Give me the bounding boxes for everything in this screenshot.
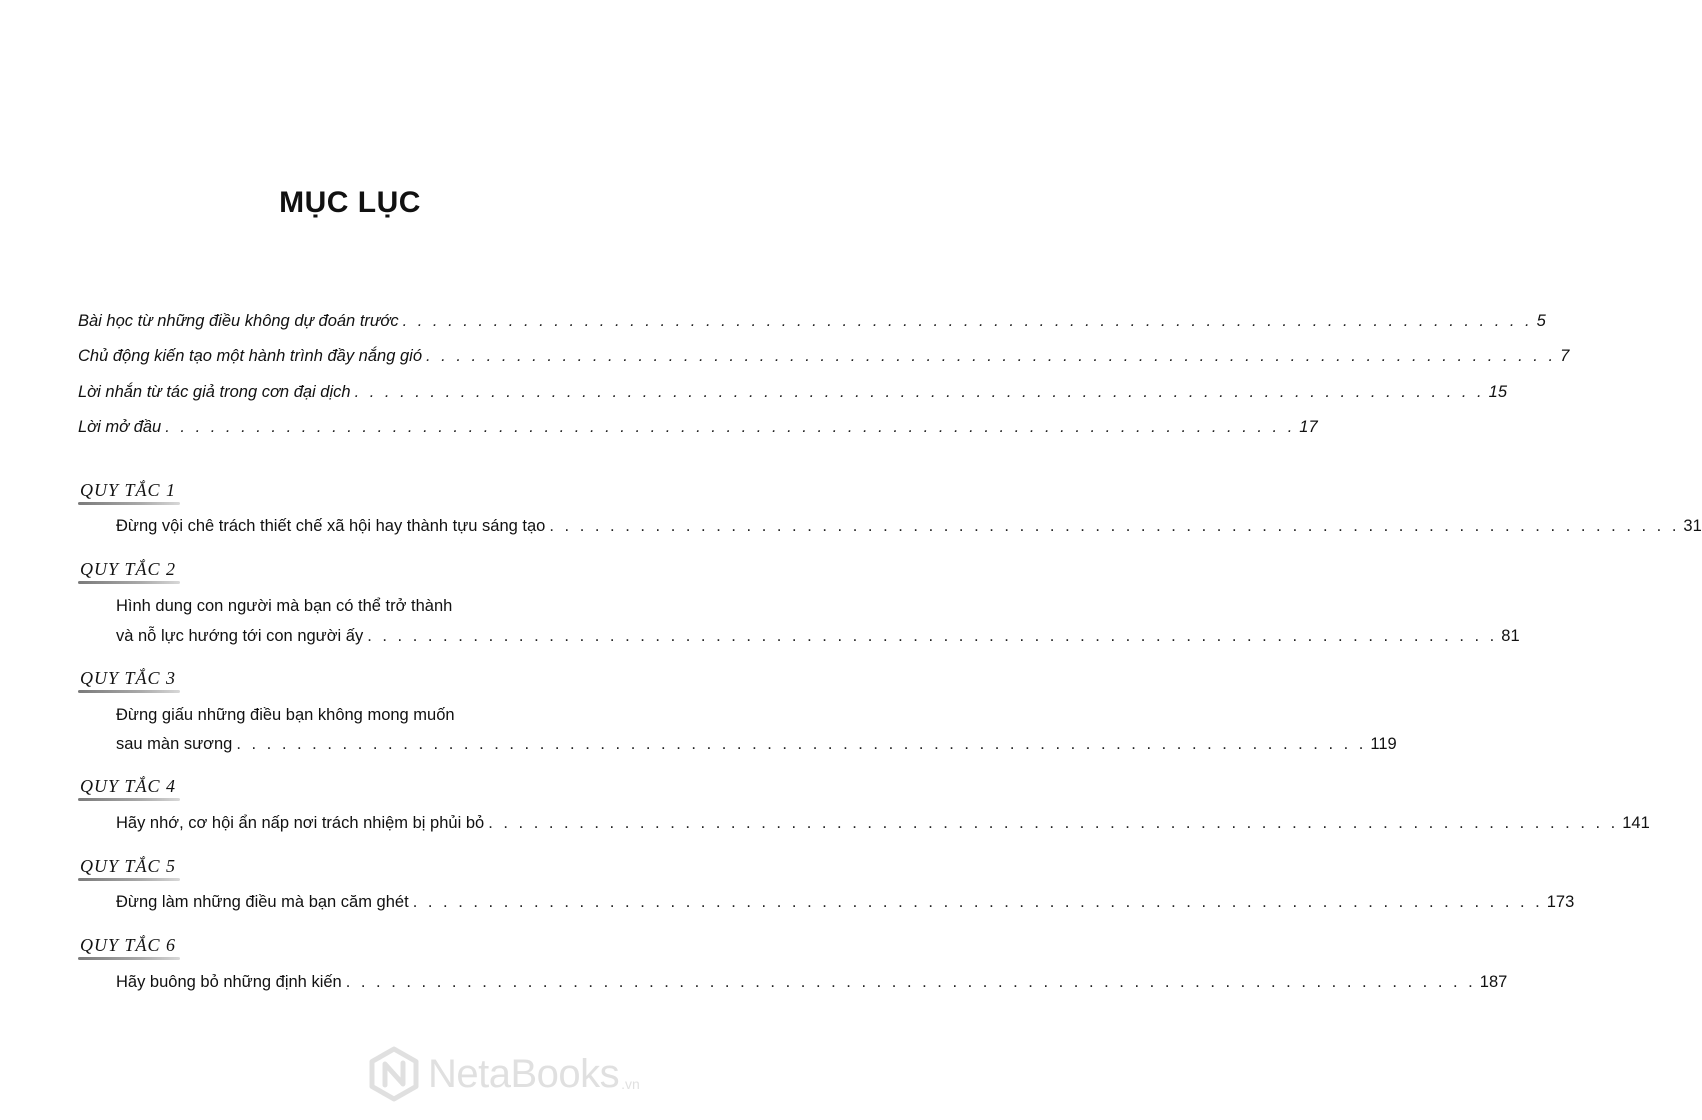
dot-leader: . . . . . . . . . . . . . . . . . . . . . . . . . . . . . . . . . . . . . . . . . . . . . . . . . . . . . . . . . . . . . . . . . . . . . . . . . . . [354, 383, 1485, 401]
rule-heading-underline [78, 798, 180, 801]
toc-entry-rule-3-line1: Đừng giấu những điều bạn không mong muốn [116, 706, 455, 724]
toc-entry-label: Hãy nhớ, cơ hội ẩn nấp nơi trách nhiệm bị phủi bỏ [116, 814, 485, 832]
n-hexagon-logo-icon [366, 1046, 422, 1102]
rule-heading-text: QUY TẮC 2 [80, 559, 177, 579]
toc-entry-intro-1 [78, 310, 1546, 332]
toc-page-number: 119 [1370, 735, 1397, 753]
toc-entry-label: và nỗ lực hướng tới con người ấy [116, 627, 364, 645]
toc-page-number: 141 [1622, 814, 1650, 832]
toc-page-number: 7 [1560, 347, 1570, 365]
netabooks-watermark [366, 1046, 700, 1102]
page-title: MỤC LỤC [279, 186, 421, 219]
dot-leader: . . . . . . . . . . . . . . . . . . . . . . . . . . . . . . . . . . . . . . . . . . . . . . . . . . . . . . . . . . . . . . . . . . . . . . . . . . . [165, 418, 1296, 436]
toc-page-number: 173 [1546, 893, 1575, 911]
toc-page-number: 31 [1683, 517, 1702, 535]
rule-heading-2 [78, 559, 180, 584]
toc-entry-label: Hãy buông bỏ những định kiến [116, 973, 342, 991]
toc-entry-rule-3 [116, 733, 1397, 755]
dot-leader: . . . . . . . . . . . . . . . . . . . . . . . . . . . . . . . . . . . . . . . . . . . . . . . . . . . . . . . . . . . . . . . . . . . . . . . . . . . [236, 735, 1367, 753]
toc-entry-rule-5 [116, 891, 1575, 913]
rule-heading-underline [78, 502, 180, 505]
toc-entry-rule-6 [116, 971, 1508, 993]
dot-leader: . . . . . . . . . . . . . . . . . . . . . . . . . . . . . . . . . . . . . . . . . . . . . . . . . . . . . . . . . . . . . . . . . . . . . . . . . . . [402, 312, 1533, 330]
rule-heading-text: QUY TẮC 1 [80, 480, 177, 500]
rule-heading-text: QUY TẮC 6 [80, 935, 177, 955]
dot-leader: . . . . . . . . . . . . . . . . . . . . . . . . . . . . . . . . . . . . . . . . . . . . . . . . . . . . . . . . . . . . . . . . . . . . . . . . . . . [367, 627, 1498, 645]
toc-page-number: 81 [1501, 627, 1520, 645]
toc-entry-rule-4 [116, 812, 1650, 834]
toc-page-number: 17 [1299, 418, 1318, 436]
dot-leader: . . . . . . . . . . . . . . . . . . . . . . . . . . . . . . . . . . . . . . . . . . . . . . . . . . . . . . . . . . . . . . . . . . . . . . . . . . . [426, 347, 1557, 365]
rule-heading-text: QUY TẮC 5 [80, 856, 177, 876]
rule-heading-underline [78, 690, 180, 693]
toc-entry-rule-2 [116, 625, 1520, 647]
rule-heading-text: QUY TẮC 3 [80, 668, 177, 688]
dot-leader: . . . . . . . . . . . . . . . . . . . . . . . . . . . . . . . . . . . . . . . . . . . . . . . . . . . . . . . . . . . . . . . . . . . . . . . . . . . [549, 517, 1680, 535]
toc-entry-intro-4 [78, 416, 1318, 438]
toc-entry-label: Lời mở đầu [78, 418, 162, 436]
toc-page-number: 15 [1488, 383, 1507, 401]
toc-entry-label: Đừng làm những điều mà bạn căm ghét [116, 893, 409, 911]
dot-leader: . . . . . . . . . . . . . . . . . . . . . . . . . . . . . . . . . . . . . . . . . . . . . . . . . . . . . . . . . . . . . . . . . . . . . . . . . . . [412, 893, 1543, 911]
rule-heading-5 [78, 856, 180, 881]
rule-heading-6 [78, 935, 180, 960]
rule-heading-1 [78, 480, 180, 505]
toc-entry-intro-3 [78, 381, 1507, 403]
toc-entry-intro-2 [78, 345, 1570, 367]
rule-heading-4 [78, 776, 180, 801]
toc-entry-label: Chủ động kiến tạo một hành trình đầy nắng gió [78, 347, 422, 365]
toc-entry-label: sau màn sương [116, 735, 233, 753]
rule-heading-text: QUY TẮC 4 [80, 776, 177, 796]
toc-entry-rule-1 [116, 515, 1702, 537]
toc-page-number: 5 [1536, 312, 1546, 330]
watermark-suffix: .vn [621, 1076, 640, 1092]
toc-page-number: 187 [1479, 973, 1508, 991]
toc-entry-label: Bài học từ những điều không dự đoán trước [78, 312, 399, 330]
toc-entry-rule-2-line1: Hình dung con người mà bạn có thể trở thành [116, 597, 453, 615]
toc-entry-label: Đừng vội chê trách thiết chế xã hội hay thành tựu sáng tạo [116, 517, 546, 535]
rule-heading-3 [78, 668, 180, 693]
rule-heading-underline [78, 581, 180, 584]
watermark-brand: NetaBooks [428, 1051, 620, 1096]
rule-heading-underline [78, 957, 180, 960]
dot-leader: . . . . . . . . . . . . . . . . . . . . . . . . . . . . . . . . . . . . . . . . . . . . . . . . . . . . . . . . . . . . . . . . . . . . . . . . . . . [345, 973, 1476, 991]
toc-entry-label: Lời nhắn từ tác giả trong cơn đại dịch [78, 383, 351, 401]
rule-heading-underline [78, 878, 180, 881]
dot-leader: . . . . . . . . . . . . . . . . . . . . . . . . . . . . . . . . . . . . . . . . . . . . . . . . . . . . . . . . . . . . . . . . . . . . . . . . . . . [488, 814, 1619, 832]
